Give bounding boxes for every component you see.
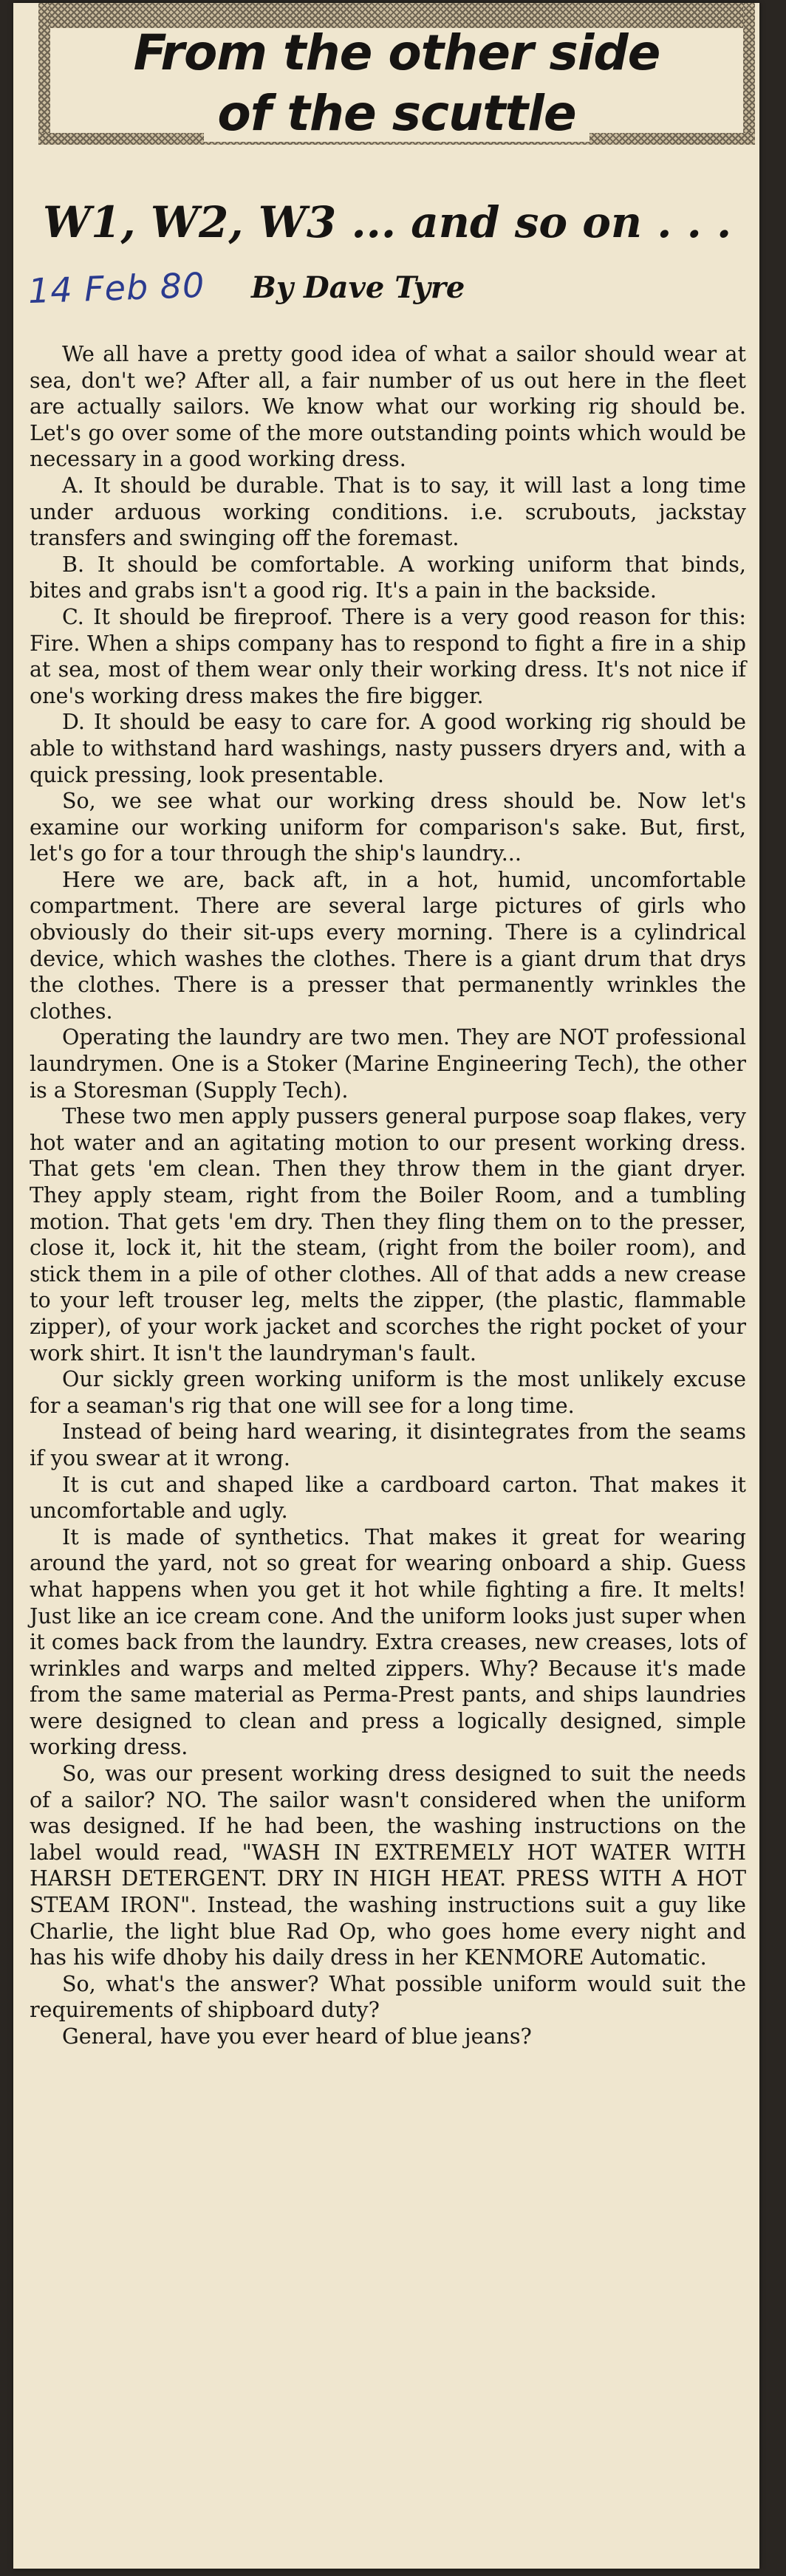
paragraph: Operating the laundry are two men. They are NOT professional laundrymen. One is a Stoker (Marine Engineering Tech), the other is a Storesman (Supply Tech). xyxy=(30,1025,746,1103)
paragraph: Here we are, back aft, in a hot, humid, uncomfortable compartment. There are several large pictures of girls who obviously do their sit-ups every morning. There is a cylindrical device, which washes the clothes. There is a giant drum that drys the clothes. There is a presser that permanently wrinkles the clothes. xyxy=(30,867,746,1024)
newspaper-clipping xyxy=(13,3,759,2569)
paragraph: It is cut and shaped like a cardboard carton. That makes it uncomfortable and ugly. xyxy=(30,1472,746,1524)
paragraph: D. It should be easy to care for. A good working rig should be able to withstand hard washings, nasty pussers dryers and, with a quick pressing, look presentable. xyxy=(30,710,746,787)
article-body xyxy=(30,341,746,2050)
masthead-title-line2-text: of the scuttle xyxy=(204,85,589,142)
byline: By Dave Tyre xyxy=(251,270,465,305)
paragraph: General, have you ever heard of blue jeans? xyxy=(62,2024,532,2049)
paragraph: B. It should be comfortable. A working uniform that binds, bites and grabs isn't a good rig. It's a pain in the backside. xyxy=(30,552,746,603)
paragraph: We all have a pretty good idea of what a sailor should wear at sea, don't we? After all, a fair number of us out here in the fleet are actually sailors. We know what our working rig should be. Let's go over some of the more outstanding points which would be necessary in a good working dress. xyxy=(30,342,746,472)
handwritten-date: 14 Feb 80 xyxy=(27,264,206,312)
paragraph: So, was our present working dress designed to suit the needs of a sailor? NO. The sailor wasn't considered when the uniform was designed. If he had been, the washing instructions on the label would read, "WASH IN EXTREMELY HOT WATER WITH HARSH DETERGENT. DRY IN HIGH HEAT. PRESS WITH A HOT STEAM IRON". Instead, the washing instructions suit a guy like Charlie, the light blue Rad Op, who goes home every night and has his wife dhoby his daily dress in her KENMORE Automatic. xyxy=(30,1761,746,1970)
paragraph: A. It should be durable. That is to say, it will last a long time under arduous working conditions. i.e. scrubouts, jackstay transfers and swinging off the foremast. xyxy=(30,473,746,551)
paragraph: Instead of being hard wearing, it disintegrates from the seams if you swear at it wrong. xyxy=(30,1419,746,1470)
paragraph: So, we see what our working dress should be. Now let's examine our working uniform for comparison's sake. But, first, let's go for a tour through the ship's laundry... xyxy=(30,789,746,866)
masthead-title-line1: From the other side xyxy=(133,24,660,81)
paragraph: So, what's the answer? What possible uniform would suit the requirements of shipboard duty? xyxy=(30,1971,746,2023)
column-masthead xyxy=(38,3,755,143)
article-headline: W1, W2, W3 ... and so on . . . xyxy=(43,197,732,247)
masthead-title-line2 xyxy=(38,86,755,142)
paragraph: Our sickly green working uniform is the most unlikely excuse for a seaman's rig that one will see for a long time. xyxy=(30,1367,746,1418)
paragraph: It is made of synthetics. That makes it great for wearing around the yard, not so great for wearing onboard a ship. Guess what happens when you get it hot while fighting a fire. It melts! Just like an ice cream cone. And the uniform looks just super when it comes back from the laundry. Extra creases, new creases, lots of wrinkles and warps and melted zippers. Why? Because it's made from the same material as Perma-Prest pants, and ships laundries were designed to clean and press a logically designed, simple working dress. xyxy=(30,1524,746,1760)
paragraph: C. It should be fireproof. There is a very good reason for this: Fire. When a ships company has to respond to fight a fire in a ship at sea, most of them wear only their working dress. It's not nice if one's working dress makes the fire bigger. xyxy=(30,604,746,708)
paragraph: These two men apply pussers general purpose soap flakes, very hot water and an agitating motion to our present working dress. That gets 'em clean. Then they throw them in the giant dryer. They apply steam, right from the Boiler Room, and a tumbling motion. That gets 'em dry. Then they fling them on to the presser, close it, lock it, hit the steam, (right from the boiler room), and stick them in a pile of other clothes. All of that adds a new crease to your left trouser leg, melts the zipper, (the plastic, flammable zipper), of your work jacket and scorches the right pocket of your work shirt. It isn't the laundryman's fault. xyxy=(30,1104,746,1366)
